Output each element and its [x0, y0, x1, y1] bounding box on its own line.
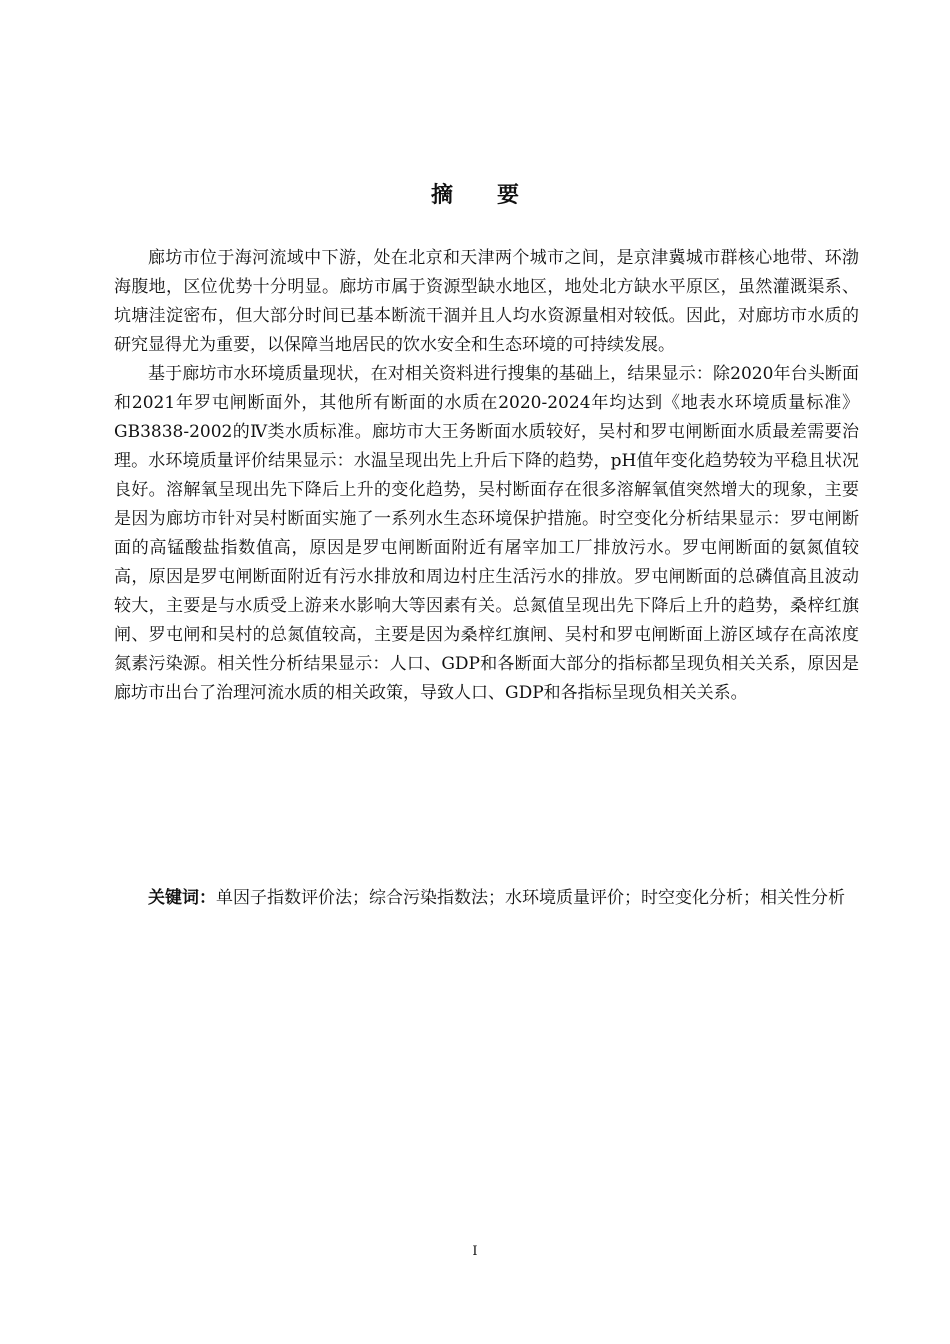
page-number: I	[472, 1244, 478, 1259]
abstract-paragraph-2: 基于廊坊市水环境质量现状，在对相关资料进行搜集的基础上，结果显示：除2020年台头断面和2021年罗屯闸断面外，其他所有断面的水质在2020-2024年均达到《地表水环境质量标准》GB3838-2002的Ⅳ类水质标准。廊坊市大王务断面水质较好，吴村和罗屯闸断面水质最差需要治理。水环境质量评价结果显示：水温呈现出先上升后下降的趋势，pH值年变化趋势较为平稳且状况良好。溶解氧呈现出先下降后上升的变化趋势，吴村断面存在很多溶解氧值突然增大的现象，主要是因为廊坊市针对吴村断面实施了一系列水生态环境保护措施。时空变化分析结果显示：罗屯闸断面的高锰酸盐指数值高，原因是罗屯闸断面附近有屠宰加工厂排放污水。罗屯闸断面的氨氮值较高，原因是罗屯闸断面附近有污水排放和周边村庄生活污水的排放。罗屯闸断面的总磷值高且波动较大，主要是与水质受上游来水影响大等因素有关。总氮值呈现出先下降后上升的趋势，桑梓红旗闸、罗屯闸和吴村的总氮值较高，主要是因为桑梓红旗闸、吴村和罗屯闸断面上游区域存在高浓度氮素污染源。相关性分析结果显示：人口、GDP和各断面大部分的指标都呈现负相关关系，原因是廊坊市出台了治理河流水质的相关政策，导致人口、GDP和各指标呈现负相关关系。	[114, 364, 859, 703]
keywords-line	[114, 884, 859, 913]
abstract-title-part2: 要	[497, 183, 520, 208]
abstract-body	[114, 244, 859, 708]
abstract-title	[0, 178, 950, 209]
keywords-label: 关键词：	[148, 888, 216, 908]
abstract-paragraph-1: 廊坊市位于海河流域中下游，处在北京和天津两个城市之间，是京津冀城市群核心地带、环渤海腹地，区位优势十分明显。廊坊市属于资源型缺水地区，地处北方缺水平原区，虽然灌溉渠系、坑塘洼淀密布，但大部分时间已基本断流干涸并且人均水资源量相对较低。因此，对廊坊市水质的研究显得尤为重要，以保障当地居民的饮水安全和生态环境的可持续发展。	[114, 248, 859, 355]
abstract-title-part1: 摘	[430, 183, 453, 208]
keywords-text: 单因子指数评价法；综合污染指数法；水环境质量评价；时空变化分析；相关性分析	[216, 888, 845, 908]
